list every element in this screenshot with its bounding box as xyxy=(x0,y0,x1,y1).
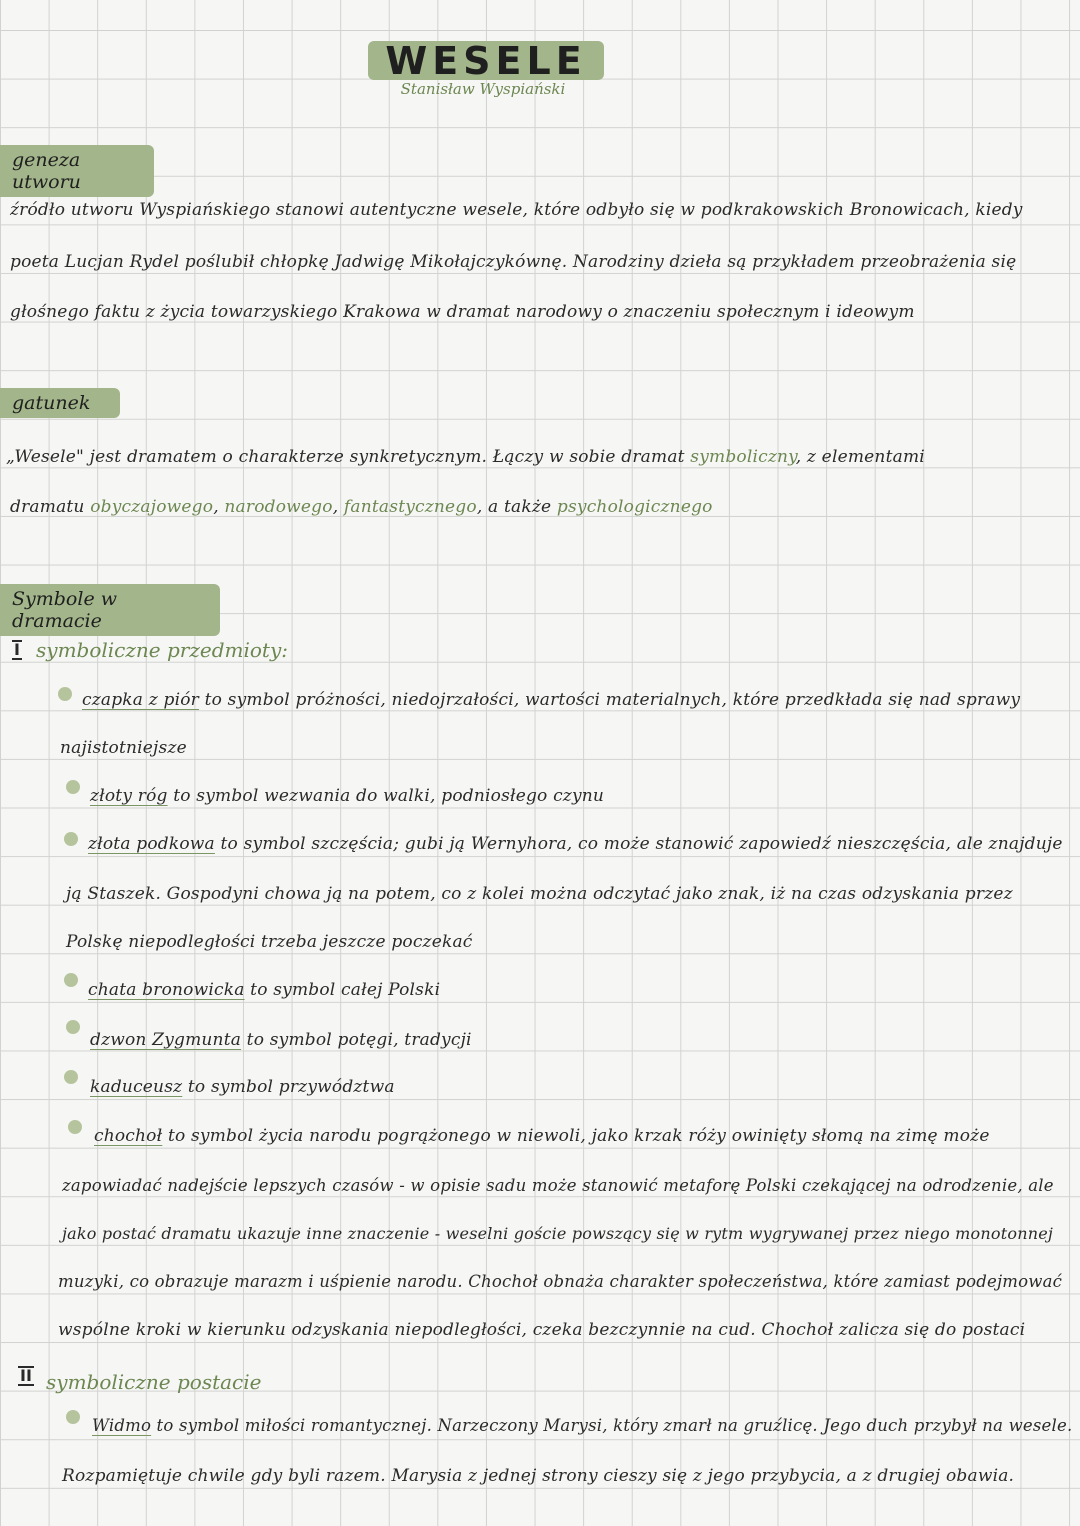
symbol-term: Widmo xyxy=(92,1416,152,1435)
bullet-icon xyxy=(66,1020,80,1034)
symbol-term: czapka z piór xyxy=(82,690,199,710)
geneza-line-1: źródło utworu Wyspiańskiego stanowi autentyczne wesele, które odbyło się w podkrakowskich Bronowicach, kiedy xyxy=(10,200,1023,220)
gatunek-sep-3: , a także xyxy=(476,497,552,517)
symbol-item-zloty-rog xyxy=(90,786,604,806)
gatunek-sep-2: , xyxy=(332,497,339,517)
gatunek-line-1 xyxy=(6,447,925,467)
symbol-desc-cont: Polskę niepodległości trzeba jeszcze poczekać xyxy=(66,932,473,952)
symbol-desc-cont: muzyki, co obrazuje marazm i uśpienie narodu. Chochoł obnaża charakter społeczeństwa, które zamiast podejmować xyxy=(58,1272,1063,1291)
genre-fantastyczny: fantastycznego xyxy=(343,497,477,517)
symbol-item-podkowa xyxy=(88,834,1063,854)
section-heading-geneza: geneza utworu xyxy=(0,145,154,197)
symbol-desc-cont: najistotniejsze xyxy=(60,738,187,758)
symbol-desc: to symbol życia narodu pogrążonego w niewoli, jako krzak róży owinięty słomą na zimę może xyxy=(167,1126,990,1146)
gatunek-line-2-text: dramatu xyxy=(10,497,85,517)
symbol-desc: to symbol przywództwa xyxy=(187,1077,395,1097)
symbol-desc-cont: jako postać dramatu ukazuje inne znaczenie - weselni goście powszący się w rytm wygrywanej przez niego monotonnej xyxy=(62,1224,1054,1243)
subheading-symbolic-objects: symboliczne przedmioty: xyxy=(36,638,288,662)
symbol-item-widmo xyxy=(92,1416,1072,1435)
symbol-term: chochoł xyxy=(94,1126,163,1146)
bullet-icon xyxy=(66,1410,80,1424)
genre-narodowy: narodowego xyxy=(224,497,333,517)
symbol-item-dzwon xyxy=(90,1030,472,1050)
title-highlight xyxy=(368,38,604,83)
gatunek-line-2 xyxy=(10,497,713,517)
subheading-symbolic-characters: symboliczne postacie xyxy=(46,1370,262,1394)
genre-psychologiczny: psychologicznego xyxy=(556,497,713,517)
bullet-icon xyxy=(64,1070,78,1084)
page-title: WESELE xyxy=(385,38,587,83)
section-heading-gatunek: gatunek xyxy=(0,388,120,418)
geneza-line-3: głośnego faktu z życia towarzyskiego Krakowa w dramat narodowy o znaczeniu społecznym i ideowym xyxy=(10,302,915,322)
symbol-term: chata bronowicka xyxy=(88,980,245,1000)
symbol-desc-cont: wspólne kroki w kierunku odzyskania niepodległości, czeka bezczynnie na cud. Chochoł zalicza się do postaci xyxy=(58,1320,1026,1340)
symbol-item-czapka xyxy=(82,690,1020,710)
bullet-icon xyxy=(58,687,72,701)
bullet-icon xyxy=(64,832,78,846)
symbol-item-kaduceusz xyxy=(90,1077,395,1097)
roman-numeral-one: I xyxy=(14,640,20,659)
geneza-line-2: poeta Lucjan Rydel poślubił chłopkę Jadwigę Mikołajczykównę. Narodziny dzieła są przykładem przeobrażenia się xyxy=(10,252,1017,272)
bullet-icon xyxy=(68,1120,82,1134)
symbol-item-chochol xyxy=(94,1126,990,1146)
genre-symboliczny: symboliczny xyxy=(690,447,796,467)
bullet-icon xyxy=(66,780,80,794)
gatunek-line-1-end: , z elementami xyxy=(795,447,925,467)
symbol-desc: to symbol szczęścia; gubi ją Wernyhora, co może stanowić zapowiedź nieszczęścia, ale znajduje xyxy=(220,834,1063,854)
symbol-term: dzwon Zygmunta xyxy=(90,1030,242,1050)
symbol-term: złoty róg xyxy=(90,786,168,806)
bullet-icon xyxy=(64,973,78,987)
symbol-desc-cont: ją Staszek. Gospodyni chowa ją na potem, co z kolei można odczytać jako znak, iż na czas odzyskania przez xyxy=(66,884,1013,904)
author-name: Stanisław Wyspiański xyxy=(400,80,566,98)
symbol-desc: to symbol miłości romantycznej. Narzeczony Marysi, który zmarł na gruźlicę. Jego duch przybył na wesele. xyxy=(156,1416,1073,1435)
symbol-item-chata xyxy=(88,980,440,1000)
genre-obyczajowy: obyczajowego xyxy=(90,497,214,517)
symbol-desc: to symbol potęgi, tradycji xyxy=(246,1030,472,1050)
gatunek-sep-1: , xyxy=(213,497,219,517)
symbol-desc: to symbol próżności, niedojrzałości, wartości materialnych, które przedkłada się nad sprawy xyxy=(204,690,1021,710)
symbol-desc: to symbol wezwania do walki, podniosłego czynu xyxy=(173,786,605,806)
gatunek-line-1-text: „Wesele" jest dramatem o charakterze synkretycznym. Łączy w sobie dramat xyxy=(6,447,685,467)
symbol-term: złota podkowa xyxy=(88,834,215,854)
section-heading-symbole: Symbole w dramacie xyxy=(0,584,220,636)
symbol-desc-cont: Rozpamiętuje chwile gdy byli razem. Marysia z jednej strony cieszy się z jego przybycia, a z drugiej obawia. xyxy=(62,1466,1015,1486)
symbol-term: kaduceusz xyxy=(90,1077,183,1097)
symbol-desc-cont: zapowiadać nadejście lepszych czasów - w opisie sadu może stanowić metaforę Polski czekającej na odrodzenie, ale xyxy=(62,1176,1054,1195)
roman-numeral-two: II xyxy=(20,1366,32,1385)
symbol-desc: to symbol całej Polski xyxy=(250,980,441,1000)
